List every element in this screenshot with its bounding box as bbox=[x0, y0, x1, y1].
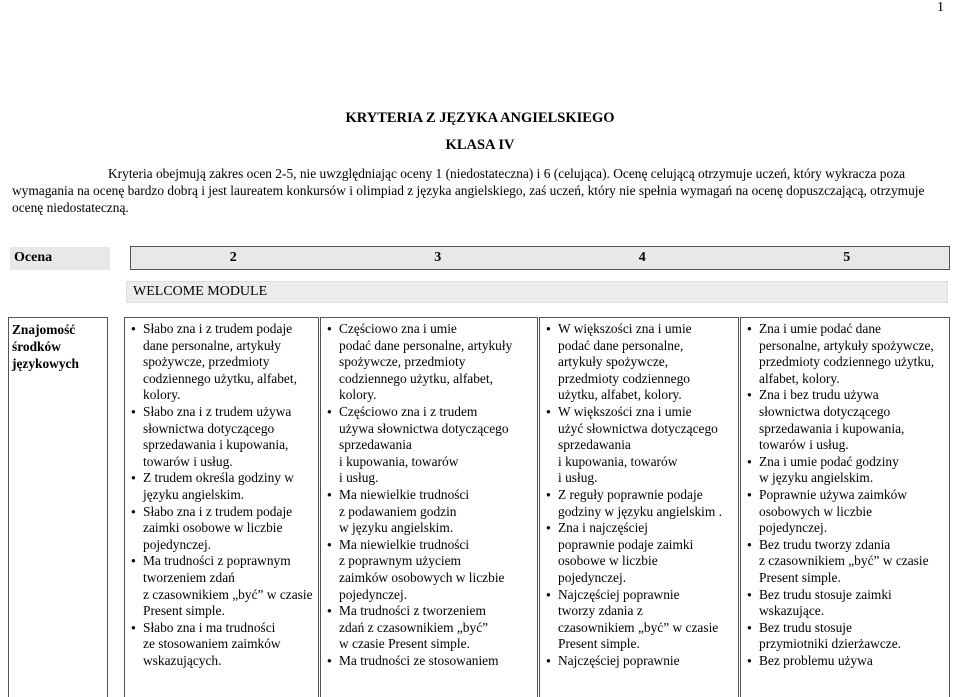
criterion-line: z czasownikiem „być” w czasie bbox=[759, 553, 929, 569]
criterion-line: ● W większości zna i umie bbox=[558, 403, 692, 419]
module-heading: WELCOME MODULE bbox=[126, 281, 948, 303]
criteria-column-grade-3 bbox=[320, 317, 538, 697]
criterion-line: pojedynczej. bbox=[339, 586, 408, 602]
criterion-line: ● Ma trudności z tworzeniem bbox=[339, 603, 486, 619]
criterion-line: ● Bez trudu tworzy zdania bbox=[759, 536, 891, 552]
criterion-line: Present simple. bbox=[143, 603, 225, 619]
criterion-line: ● Ma niewielkie trudności bbox=[339, 486, 470, 502]
criterion-item bbox=[327, 404, 533, 487]
criterion-line: godziny w języku angielskim . bbox=[558, 503, 723, 519]
criterion-line: ● Bez problemu używa bbox=[759, 652, 873, 668]
criterion-item bbox=[747, 454, 945, 487]
criterion-line: użytku, alfabet, kolory. bbox=[558, 387, 682, 403]
page-number: 1 bbox=[937, 0, 944, 15]
criterion-line: spożywcze, przedmioty bbox=[143, 354, 270, 370]
criterion-line: w języku angielskim. bbox=[339, 520, 454, 536]
criterion-item bbox=[327, 603, 533, 653]
criterion-line: ● Słabo zna i z trudem używa bbox=[143, 403, 292, 419]
criterion-line: i kupowania, towarów bbox=[339, 453, 459, 469]
criterion-line: ● Najczęściej poprawnie bbox=[558, 586, 680, 602]
criterion-item bbox=[546, 404, 734, 487]
criterion-line: zaimków osobowych w liczbie bbox=[339, 569, 505, 585]
criterion-line: języku angielskim. bbox=[143, 486, 245, 502]
criterion-line: ● Bez trudu stosuje bbox=[759, 619, 852, 635]
criterion-item bbox=[747, 653, 945, 670]
criterion-line: ● W większości zna i umie bbox=[558, 321, 692, 336]
grade-4: 4 bbox=[638, 250, 646, 265]
criterion-line: personalne, artykuły spożywcze, bbox=[759, 337, 934, 353]
criterion-line: dane personalne, artykuły bbox=[143, 337, 281, 353]
criterion-line: z poprawnym użyciem bbox=[339, 553, 461, 569]
criterion-line: osobowe w liczbie bbox=[558, 553, 658, 569]
criterion-line: używa słownictwa dotyczącego bbox=[339, 420, 509, 436]
criterion-line: osobowych w liczbie bbox=[759, 503, 873, 519]
criterion-item bbox=[747, 387, 945, 453]
criterion-line: ● Ma trudności ze stosowaniem bbox=[339, 652, 499, 668]
criteria-column-grade-5 bbox=[740, 317, 950, 697]
criterion-line: wskazujące. bbox=[759, 603, 825, 619]
criterion-line: słownictwa dotyczącego bbox=[143, 420, 275, 436]
criterion-line: ● Słabo zna i ma trudności bbox=[143, 619, 276, 635]
criterion-line: w języku angielskim. bbox=[759, 470, 874, 486]
criterion-line: ● Częściowo zna i z trudem bbox=[339, 403, 478, 419]
criterion-line: przedmioty codziennego bbox=[558, 370, 690, 386]
criterion-line: spożywcze, przedmioty bbox=[339, 354, 466, 370]
criterion-line: w czasie Present simple. bbox=[339, 636, 470, 652]
criterion-line: sprzedawania bbox=[339, 437, 412, 453]
criterion-line: poprawnie podaje zaimki bbox=[558, 536, 694, 552]
criterion-line: ● Poprawnie używa zaimków bbox=[759, 486, 907, 502]
grade-header-table bbox=[10, 246, 950, 270]
criterion-line: ● Z reguły poprawnie podaje bbox=[558, 486, 703, 502]
criterion-item bbox=[747, 587, 945, 620]
criterion-item bbox=[131, 620, 314, 670]
criterion-line: i usług. bbox=[558, 470, 598, 486]
criterion-line: codziennego użytku, alfabet, bbox=[143, 370, 297, 386]
criterion-line: towarów i usług. bbox=[143, 453, 233, 469]
criterion-line: ● Ma niewielkie trudności bbox=[339, 536, 470, 552]
criterion-line: alfabet, kolory. bbox=[759, 370, 840, 386]
criterion-line: ze stosowaniem zaimków bbox=[143, 636, 281, 652]
criterion-item bbox=[747, 537, 945, 587]
criterion-line: podać dane personalne, artykuły bbox=[339, 337, 513, 353]
intro-paragraph: Kryteria obejmują zakres ocen 2-5, nie uwzględniając oceny 1 (niedostateczna) i 6 (celująca). Ocenę celującą otrzymuje uczeń, który wykracza poza wymagania na ocenę bardzo dobrą i jest laureatem konkursów i olimpiad z języka angielskiego, zaś uczeń, który nie spełnia wymagań na ocenę dopuszczającą, otrzymuje ocenę niedostateczną. bbox=[12, 166, 925, 215]
criterion-line: i kupowania, towarów bbox=[558, 453, 678, 469]
criterion-line: zdań z czasownikiem „być” bbox=[339, 619, 489, 635]
criterion-item bbox=[131, 404, 314, 470]
criterion-line: z czasownikiem „być” w czasie bbox=[143, 586, 313, 602]
criterion-item bbox=[131, 504, 314, 554]
criterion-item bbox=[546, 587, 734, 653]
criterion-line: słownictwa dotyczącego bbox=[759, 403, 891, 419]
criterion-line: ● Z trudem określa godziny w bbox=[143, 470, 294, 486]
grade-5: 5 bbox=[843, 250, 851, 265]
criterion-line: tworzeniem zdań bbox=[143, 569, 235, 585]
criterion-line: ● Zna i umie podać dane bbox=[759, 321, 881, 336]
criterion-line: ● Bez trudu stosuje zaimki bbox=[759, 586, 892, 602]
criteria-column-grade-4 bbox=[539, 317, 739, 697]
document-subtitle: KLASA IV bbox=[445, 137, 515, 153]
criterion-line: ● Częściowo zna i umie bbox=[339, 321, 457, 336]
criteria-column-grade-2 bbox=[124, 317, 319, 697]
criterion-item bbox=[327, 653, 533, 670]
criterion-line: sprzedawania bbox=[558, 437, 631, 453]
criterion-line: pojedynczej. bbox=[143, 536, 212, 552]
criterion-line: sprzedawania i kupowania, bbox=[143, 437, 289, 453]
criterion-line: zaimki osobowe w liczbie bbox=[143, 520, 283, 536]
ocena-label: Ocena bbox=[10, 247, 110, 270]
criterion-line: podać dane personalne, bbox=[558, 337, 684, 353]
criterion-line: tworzy zdania z bbox=[558, 603, 643, 619]
row-label: Znajomość środków językowych bbox=[8, 317, 108, 697]
criterion-line: Present simple. bbox=[759, 569, 841, 585]
criterion-item bbox=[327, 537, 533, 603]
criterion-item bbox=[131, 553, 314, 619]
grade-3: 3 bbox=[434, 250, 442, 265]
criterion-item bbox=[546, 653, 734, 670]
criterion-line: z podawaniem godzin bbox=[339, 503, 457, 519]
criterion-line: sprzedawania i kupowania, bbox=[759, 420, 905, 436]
criterion-line: użyć słownictwa dotyczącego bbox=[558, 420, 718, 436]
criterion-line: artykuły spożywcze, bbox=[558, 354, 669, 370]
criterion-item bbox=[747, 620, 945, 653]
document-title: KRYTERIA Z JĘZYKA ANGIELSKIEGO bbox=[345, 110, 615, 126]
criterion-line: czasownikiem „być” w czasie bbox=[558, 619, 719, 635]
criterion-line: ● Najczęściej poprawnie bbox=[558, 652, 680, 668]
criterion-item bbox=[327, 321, 533, 404]
criterion-item bbox=[131, 321, 314, 404]
criterion-line: ● Słabo zna i z trudem podaje bbox=[143, 503, 293, 519]
criterion-line: ● Zna i bez trudu używa bbox=[759, 387, 879, 403]
criterion-line: kolory. bbox=[339, 387, 377, 403]
criterion-item bbox=[546, 321, 734, 404]
criterion-line: codziennego użytku, alfabet, bbox=[339, 370, 493, 386]
criterion-line: przedmioty codziennego użytku, bbox=[759, 354, 935, 370]
criterion-line: ● Słabo zna i z trudem podaje bbox=[143, 321, 293, 336]
grade-2: 2 bbox=[229, 250, 237, 265]
criterion-line: Present simple. bbox=[558, 636, 640, 652]
criterion-line: wskazujących. bbox=[143, 652, 222, 668]
criterion-line: ● Zna i umie podać godziny bbox=[759, 453, 899, 469]
criterion-item bbox=[327, 487, 533, 537]
criterion-item bbox=[131, 470, 314, 503]
criterion-item bbox=[747, 487, 945, 537]
criterion-line: i usług. bbox=[339, 470, 379, 486]
criterion-line: ● Ma trudności z poprawnym bbox=[143, 553, 291, 569]
criterion-line: towarów i usług. bbox=[759, 437, 849, 453]
criterion-line: pojedynczej. bbox=[759, 520, 828, 536]
criterion-line: pojedynczej. bbox=[558, 569, 627, 585]
criterion-line: ● Zna i najczęściej bbox=[558, 520, 648, 536]
criterion-line: kolory. bbox=[143, 387, 181, 403]
criterion-item bbox=[747, 321, 945, 387]
criterion-line: przymiotniki dzierżawcze. bbox=[759, 636, 902, 652]
criterion-item bbox=[546, 520, 734, 586]
criterion-item bbox=[546, 487, 734, 520]
